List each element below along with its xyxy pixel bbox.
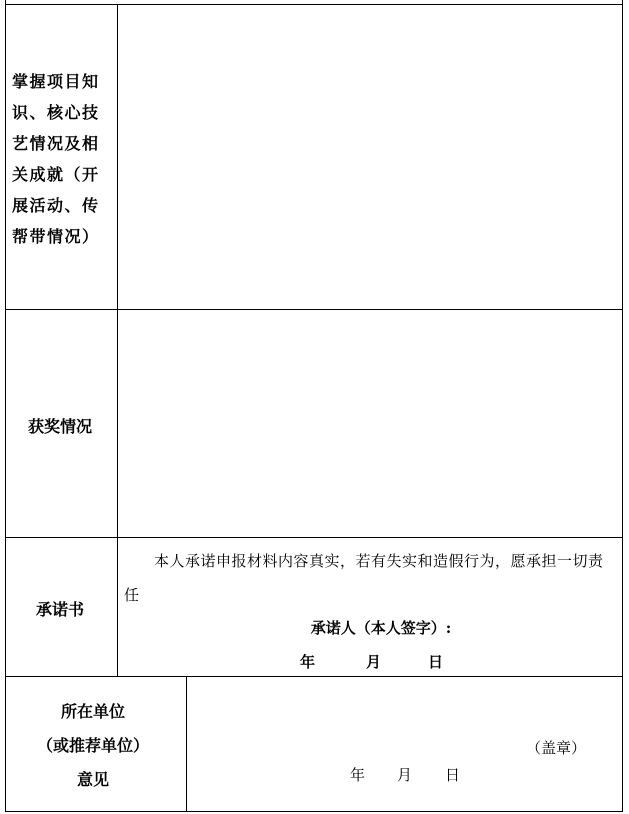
table-bottom-border — [5, 811, 623, 812]
table-top-border — [5, 4, 623, 5]
pledge-date-month: 月 — [366, 653, 382, 671]
table-border-left — [5, 0, 6, 812]
unit-column-divider — [186, 676, 187, 812]
unit-opinion-label-line: （或推荐单位） — [36, 736, 149, 755]
pledge-signer-label: 承诺人（本人签字）: — [310, 619, 452, 637]
unit-opinion-label-line: 所在单位 — [60, 702, 125, 721]
pledge-date — [300, 648, 443, 676]
row-divider-project — [5, 309, 623, 310]
unit-date-day: 日 — [445, 766, 461, 784]
unit-opinion-field[interactable] — [188, 678, 621, 728]
project-knowledge-field[interactable] — [119, 6, 621, 308]
unit-date-month: 月 — [397, 766, 413, 784]
unit-date-year: 年 — [350, 766, 366, 784]
row-divider-awards — [5, 537, 623, 538]
label-column-divider — [117, 4, 118, 676]
unit-seal-label: （盖章） — [526, 739, 587, 757]
awards-field[interactable] — [119, 311, 621, 536]
row-divider-pledge — [5, 676, 623, 677]
unit-opinion-label — [10, 695, 176, 797]
pledge-date-day: 日 — [428, 653, 444, 671]
pledge-label: 承诺书 — [35, 600, 84, 619]
project-knowledge-label: 掌握项目知识、核心技艺情况及相关成就（开展活动、传帮带情况） — [12, 72, 100, 246]
unit-opinion-label-line: 意见 — [76, 770, 109, 789]
awards-label: 获奖情况 — [27, 417, 92, 436]
unit-opinion-date — [350, 761, 460, 789]
pledge-statement: 本人承诺申报材料内容真实，若有失实和造假行为，愿承担一切责任 — [124, 552, 604, 604]
pledge-date-year: 年 — [300, 653, 316, 671]
table-border-right — [622, 0, 623, 812]
